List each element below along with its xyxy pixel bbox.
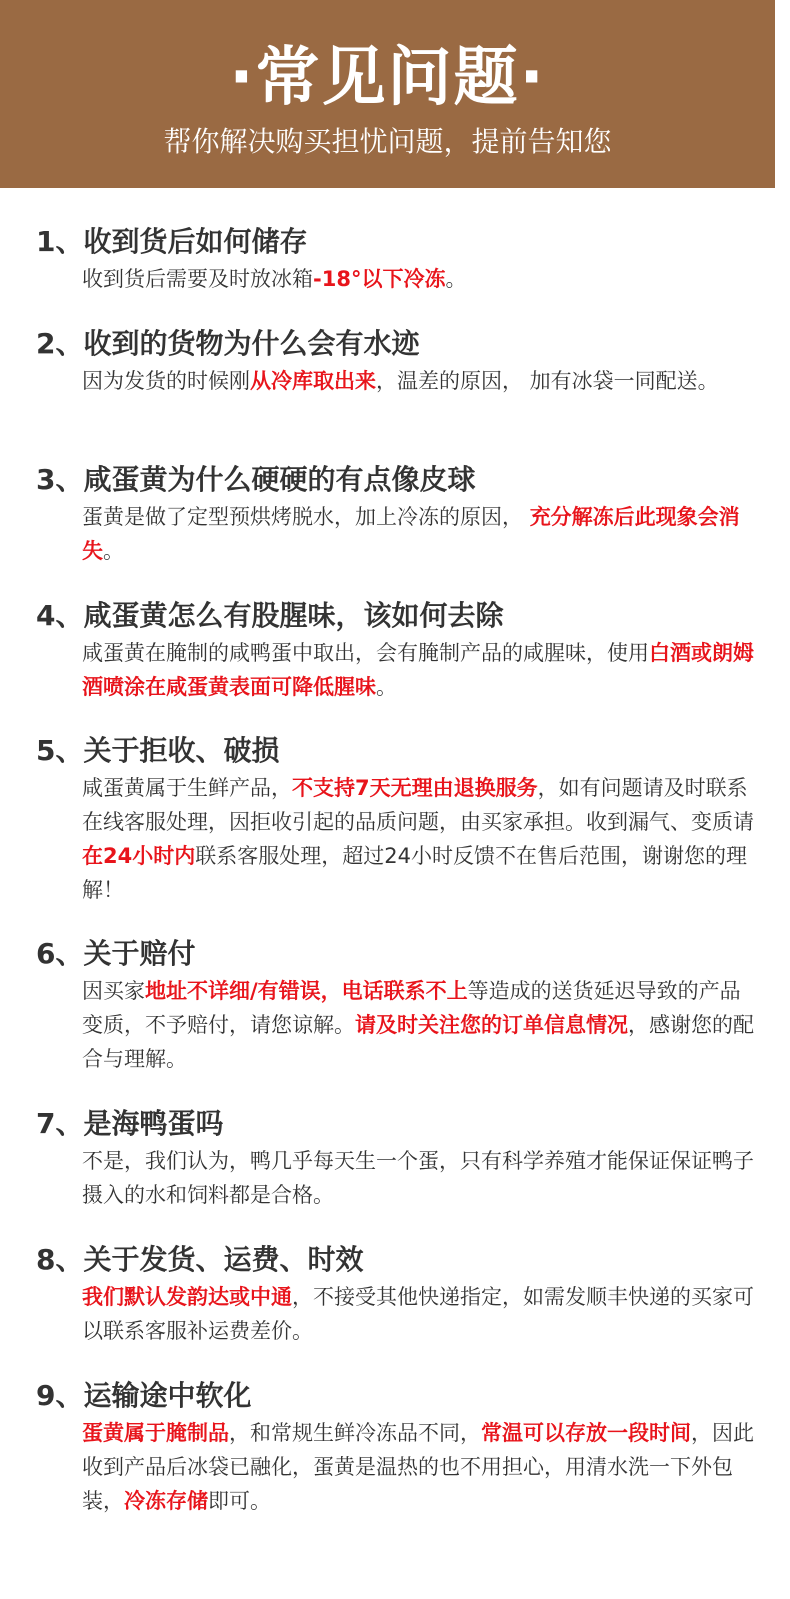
answer-text: 咸蛋黄在腌制的咸鸭蛋中取出，会有腌制产品的咸腥味，使用 [82, 641, 649, 665]
faq-answer [82, 262, 756, 296]
answer-highlight: 常温可以存放一段时间 [481, 1421, 691, 1445]
faq-item-9 [36, 1376, 756, 1518]
faq-answer [82, 1144, 756, 1212]
answer-text: 咸蛋黄属于生鲜产品， [82, 776, 292, 800]
faq-question: 9、运输途中软化 [36, 1379, 252, 1412]
faq-question: 6、关于赔付 [36, 937, 196, 970]
answer-highlight: 我们默认发韵达或中通 [82, 1285, 292, 1309]
answer-text: 。 [445, 267, 467, 291]
faq-item-4 [36, 596, 756, 704]
answer-text: 等造成的送货延迟导致的产品变质，不予赔付，请您谅解。 [82, 979, 741, 1037]
faq-question: 3、咸蛋黄为什么硬硬的有点像皮球 [36, 463, 476, 496]
faq-answer [82, 771, 756, 907]
faq-answer [82, 636, 756, 704]
answer-text: 。 [376, 675, 397, 699]
faq-item-5 [36, 731, 756, 907]
faq-question: 5、关于拒收、破损 [36, 734, 280, 767]
faq-answer [82, 1280, 756, 1348]
answer-text: 不是，我们认为，鸭几乎每天生一个蛋，只有科学养殖才能保证保证鸭子摄入的水和饲料都是合格。 [82, 1149, 754, 1207]
answer-text: 因买家 [82, 979, 145, 1003]
answer-highlight: -18°以下冷冻 [313, 267, 446, 291]
answer-text: 。 [103, 539, 124, 563]
answer-highlight: 请及时关注您的订单信息情况 [355, 1013, 628, 1037]
faq-item-2 [36, 324, 756, 398]
answer-highlight: 在24小时内 [82, 844, 196, 868]
faq-answer [82, 364, 756, 398]
faq-item-3 [36, 460, 756, 568]
answer-text: 即可。 [208, 1489, 271, 1513]
answer-text: ，和常规生鲜冷冻品不同， [229, 1421, 481, 1445]
faq-item-8 [36, 1240, 756, 1348]
answer-highlight: 不支持7天无理由退换服务 [292, 776, 538, 800]
answer-text: 蛋黄是做了定型预烘烤脱水，加上冷冻的原因， [82, 505, 530, 529]
answer-highlight: 充分解冻后此现象会消失 [82, 505, 740, 563]
faq-item-6 [36, 934, 756, 1076]
answer-highlight: 地址不详细/有错误，电话联系不上 [145, 979, 468, 1003]
page-title: ·常见问题· [229, 41, 546, 115]
answer-highlight: 蛋黄属于腌制品 [82, 1421, 229, 1445]
answer-highlight: 冷冻存储 [124, 1489, 208, 1513]
faq-banner [0, 0, 775, 188]
answer-text: ，不接受其他快递指定，如需发顺丰快递的买家可以联系客服补运费差价。 [82, 1285, 754, 1343]
faq-question: 4、咸蛋黄怎么有股腥味，该如何去除 [36, 599, 504, 632]
answer-text: ，如有问题请及时联系在线客服处理，因拒收引起的品质问题，由买家承担。收到漏气、变质请 [82, 776, 754, 834]
faq-question: 1、收到货后如何储存 [36, 225, 308, 258]
faq-question: 2、收到的货物为什么会有水迹 [36, 327, 420, 360]
answer-text: ，因此收到产品后冰袋已融化，蛋黄是温热的也不用担心，用清水洗一下外包装， [82, 1421, 754, 1513]
answer-highlight: 白酒或朗姆酒喷涂在咸蛋黄表面可降低腥味 [82, 641, 754, 699]
faq-item-1 [36, 222, 756, 296]
answer-text: 收到货后需要及时放冰箱 [82, 267, 313, 291]
answer-highlight: 从冷库取出来 [250, 369, 376, 393]
answer-text: ，温差的原因， 加有冰袋一同配送。 [376, 369, 719, 393]
page-subtitle: 帮你解决购买担忧问题，提前告知您 [163, 125, 612, 158]
faq-answer [82, 974, 756, 1076]
faq-question: 7、是海鸭蛋吗 [36, 1107, 224, 1140]
faq-answer [82, 1416, 756, 1518]
faq-question: 8、关于发货、运费、时效 [36, 1243, 364, 1276]
answer-text: 因为发货的时候刚 [82, 369, 250, 393]
faq-item-7 [36, 1104, 756, 1212]
answer-text: ，感谢您的配合与理解。 [82, 1013, 754, 1071]
answer-text: 联系客服处理，超过24小时反馈不在售后范围，谢谢您的理解！ [82, 844, 747, 902]
faq-answer [82, 500, 756, 568]
